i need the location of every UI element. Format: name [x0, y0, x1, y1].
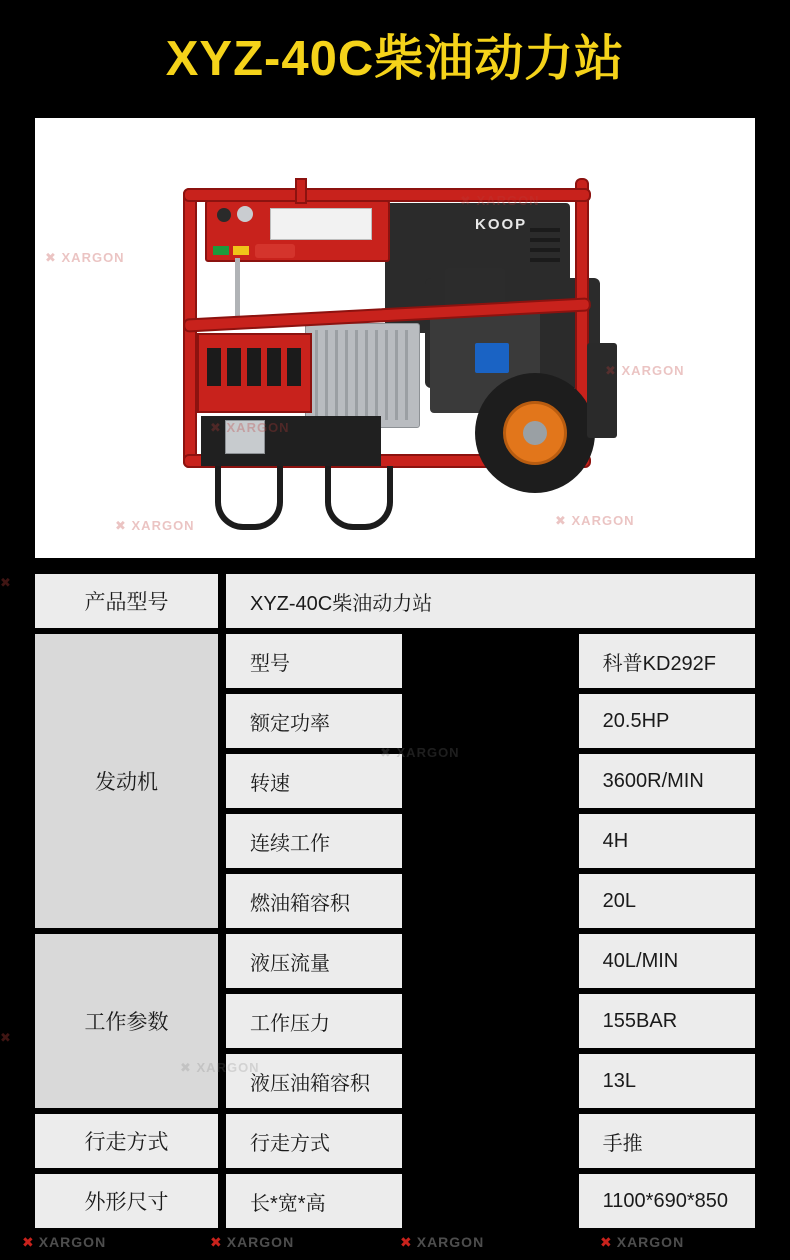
- row-value: 13L: [579, 1054, 755, 1108]
- row-label: 转速: [226, 754, 402, 808]
- table-row: [35, 634, 755, 688]
- footer-watermark-strip: [0, 1224, 790, 1260]
- watermark: ✖ XARGON: [605, 363, 685, 378]
- row-value: 20.5HP: [579, 694, 755, 748]
- table-row: [35, 934, 755, 988]
- cell-gutter: [218, 574, 226, 628]
- cell-gutter: [218, 1174, 226, 1228]
- watermark: ✖ XARGON: [460, 193, 540, 208]
- row-label: 型号: [226, 634, 402, 688]
- table-row: [35, 574, 755, 628]
- cell-gutter: [402, 754, 578, 808]
- watermark: ✖ XARGON: [22, 1234, 107, 1250]
- row-value: XYZ-40C柴油动力站: [226, 574, 755, 628]
- cell-gutter: [402, 1114, 578, 1168]
- watermark: ✖ XARGON: [600, 1234, 685, 1250]
- cell-gutter: [402, 874, 578, 928]
- row-value: 3600R/MIN: [579, 754, 755, 808]
- watermark: ✖ XARGON: [210, 1234, 295, 1250]
- cell-gutter: [218, 874, 226, 928]
- cell-gutter: [218, 934, 226, 988]
- cell-gutter: [218, 754, 226, 808]
- row-label: 液压流量: [226, 934, 402, 988]
- cell-gutter: [402, 634, 578, 688]
- watermark: ✖ XARGON: [380, 745, 460, 760]
- row-label: 燃油箱容积: [226, 874, 402, 928]
- product-image: [35, 118, 755, 558]
- table-row: [35, 1174, 755, 1228]
- watermark: ✖ XARGON: [555, 513, 635, 528]
- machine-illustration: [175, 158, 655, 518]
- watermark: ✖ XARGON: [400, 1234, 485, 1250]
- cell-gutter: [218, 814, 226, 868]
- watermark: ✖ XARGON: [45, 250, 125, 265]
- row-label: 工作压力: [226, 994, 402, 1048]
- cell-gutter: [402, 1054, 578, 1108]
- cell-gutter: [218, 1054, 226, 1108]
- row-value: 4H: [579, 814, 755, 868]
- cell-gutter: [402, 694, 578, 748]
- row-group-label-working-params: 工作参数: [35, 934, 218, 1108]
- watermark: ✖ XARGON: [115, 518, 195, 533]
- row-group-label-engine: 发动机: [35, 634, 218, 928]
- row-label: 连续工作: [226, 814, 402, 868]
- machine-brand-label: KOOP: [475, 216, 528, 233]
- row-group-label: 行走方式: [35, 1114, 218, 1168]
- watermark: ✖: [0, 1030, 12, 1045]
- row-group-label: 产品型号: [35, 574, 218, 628]
- row-label: 长*宽*高: [226, 1174, 402, 1228]
- cell-gutter: [402, 934, 578, 988]
- row-value: 20L: [579, 874, 755, 928]
- row-group-label: 外形尺寸: [35, 1174, 218, 1228]
- specification-table: [35, 568, 755, 1234]
- row-value: 1100*690*850: [579, 1174, 755, 1228]
- cell-gutter: [402, 814, 578, 868]
- page-title: XYZ-40C柴油动力站: [165, 31, 625, 86]
- cell-gutter: [218, 994, 226, 1048]
- cell-gutter: [402, 1174, 578, 1228]
- table-row: [35, 1114, 755, 1168]
- row-value: 手推: [579, 1114, 755, 1168]
- watermark: ✖ XARGON: [210, 420, 290, 435]
- page-title-bar: [0, 0, 790, 118]
- watermark: ✖ XARGON: [180, 1060, 260, 1075]
- product-image-canvas: [35, 118, 755, 558]
- cell-gutter: [218, 1114, 226, 1168]
- row-value: 40L/MIN: [579, 934, 755, 988]
- row-value: 科普KD292F: [579, 634, 755, 688]
- row-value: 155BAR: [579, 994, 755, 1048]
- cell-gutter: [402, 994, 578, 1048]
- cell-gutter: [218, 634, 226, 688]
- watermark: ✖: [0, 575, 12, 590]
- cell-gutter: [218, 694, 226, 748]
- row-label: 额定功率: [226, 694, 402, 748]
- row-label: 行走方式: [226, 1114, 402, 1168]
- row-label: 液压油箱容积: [226, 1054, 402, 1108]
